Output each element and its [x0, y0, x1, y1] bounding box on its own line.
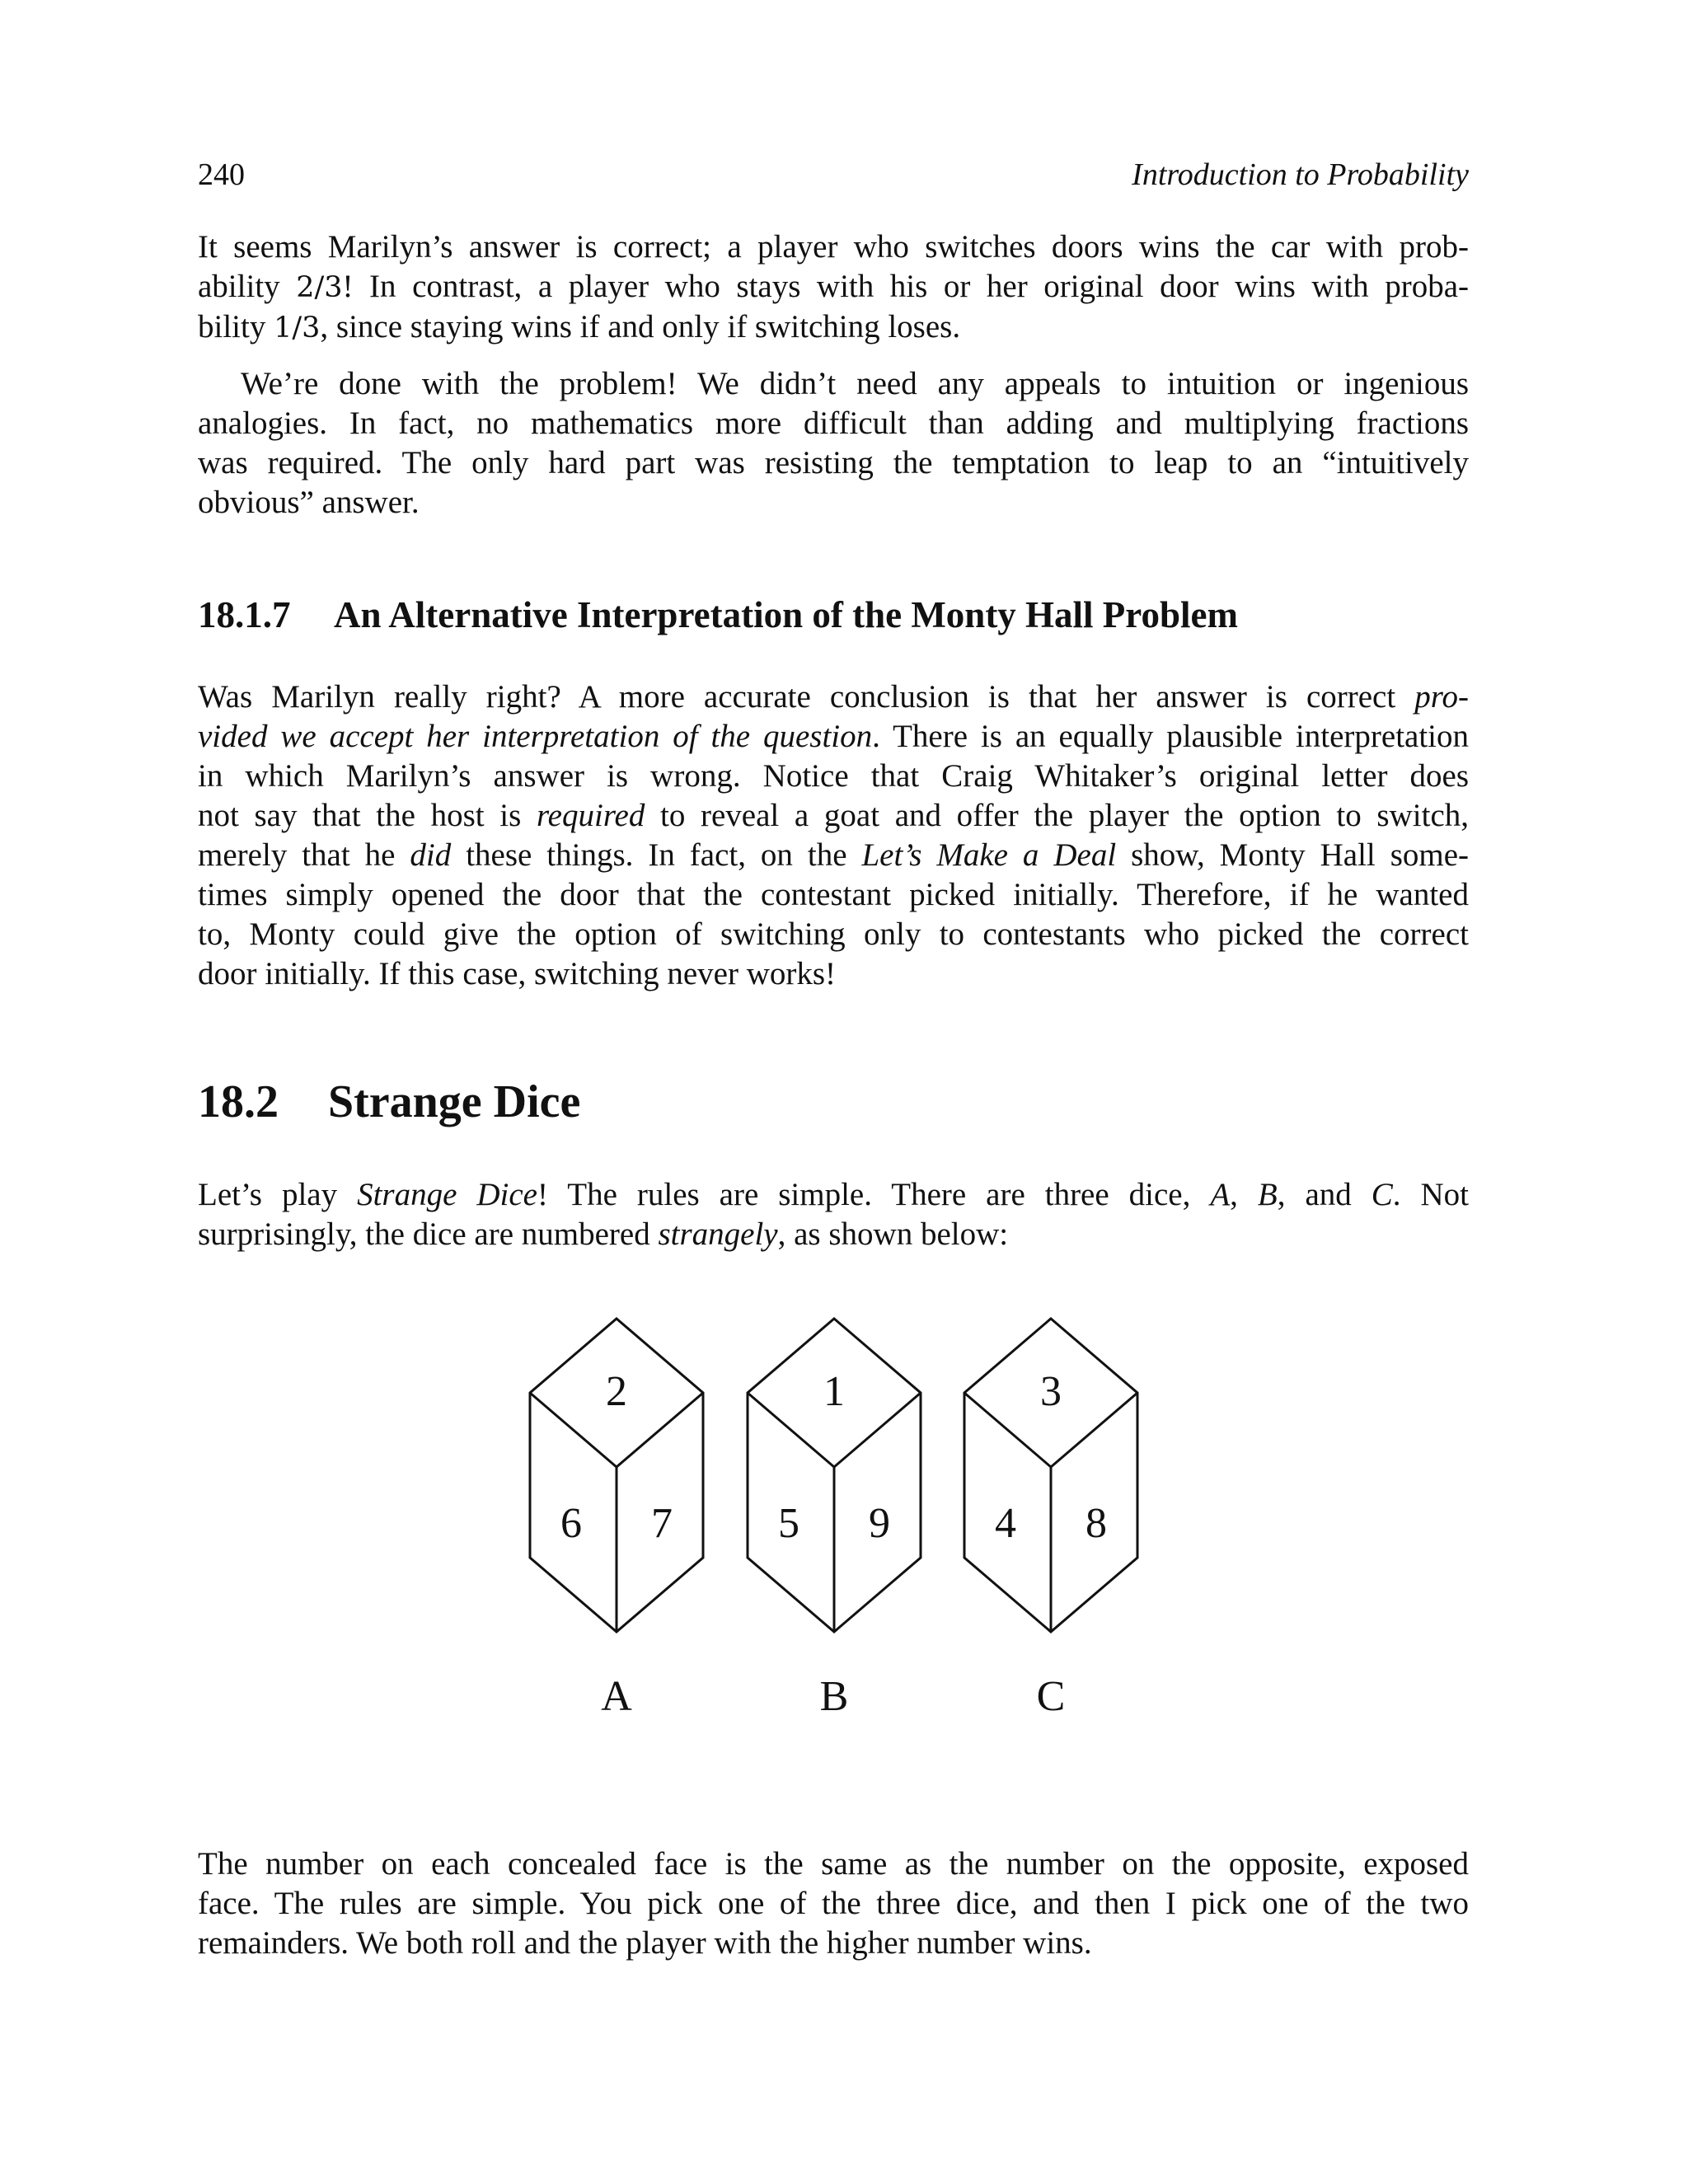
text-line: face. The rules are simple. You pick one of the three dice, and then I pick one of the two: [198, 1886, 1469, 1921]
die-right-face-number: 9: [869, 1500, 890, 1547]
text-line: in which Marilyn’s answer is wrong. Notice that Craig Whitaker’s original letter does: [198, 758, 1469, 794]
subsection-title: An Alternative Interpretation of the Monty Hall Problem: [334, 594, 1238, 635]
die-label: C: [1036, 1673, 1066, 1720]
text-line: door initially. If this case, switching never works!: [198, 956, 837, 991]
die-label: A: [601, 1673, 632, 1720]
die-b: [748, 1319, 921, 1720]
text-line: surprisingly, the dice are numbered strangely, as shown below:: [198, 1216, 1009, 1252]
text-line: Let’s play Strange Dice! The rules are simple. There are three dice, A, B, and C. Not: [198, 1177, 1469, 1212]
die-top-face-number: 1: [823, 1368, 845, 1415]
text-line: times simply opened the door that the contestant picked initially. Therefore, if he wanted: [198, 877, 1469, 912]
strange-dice-figure: [495, 1302, 1187, 1731]
die-a: [530, 1319, 703, 1720]
math-fraction: 1/3: [274, 312, 321, 344]
text-line: Was Marilyn really right? A more accurate conclusion is that her answer is correct pro-: [198, 679, 1469, 715]
text-line: ability 2/3! In contrast, a player who stays with his or her original door wins with proba-: [198, 269, 1469, 304]
die-left-face-number: 6: [560, 1500, 582, 1547]
text-line: to, Monty could give the option of switching only to contestants who picked the correct: [198, 916, 1469, 952]
running-title: Introduction to Probability: [1132, 157, 1469, 192]
die-c: [964, 1319, 1137, 1720]
die-label: B: [819, 1673, 849, 1720]
dice-group: [530, 1319, 1137, 1720]
paragraph-alternative-interpretation: [198, 677, 1469, 994]
text-line: remainders. We both roll and the player with the higher number wins.: [198, 1925, 1092, 1961]
die-right-face-number: 7: [651, 1500, 673, 1547]
die-left-face-number: 4: [995, 1500, 1016, 1547]
text-line: merely that he did these things. In fact, on the Let’s Make a Deal show, Monty Hall some-: [198, 837, 1470, 873]
text-line: We’re done with the problem! We didn’t need any appeals to intuition or ingenious: [241, 366, 1469, 401]
paragraph-dice-rules: [198, 1844, 1469, 1963]
paragraph-strange-dice-intro: [198, 1175, 1469, 1254]
section-number: 18.2: [198, 1076, 279, 1127]
text-line: bility 1/3, since staying wins if and only if switching loses.: [198, 309, 961, 344]
paragraph-done-with-problem: [198, 364, 1469, 523]
subsection-heading: [198, 593, 1238, 636]
page-number: 240: [198, 157, 245, 192]
math-fraction: 2/3: [296, 271, 343, 304]
text-line: It seems Marilyn’s answer is correct; a player who switches doors wins the car with prob-: [198, 229, 1469, 265]
subsection-number: 18.1.7: [198, 594, 291, 635]
section-title: Strange Dice: [328, 1076, 581, 1127]
die-top-face-number: 3: [1040, 1368, 1062, 1415]
paragraph-monty-conclusion: [198, 227, 1469, 348]
text-line: analogies. In fact, no mathematics more difficult than adding and multiplying fractions: [198, 405, 1469, 441]
text-line: was required. The only hard part was resisting the temptation to leap to an “intuitively: [198, 445, 1469, 480]
text-line: vided we accept her interpretation of the question. There is an equally plausible interpretation: [198, 719, 1470, 754]
text-line: not say that the host is required to reveal a goat and offer the player the option to switch,: [198, 798, 1470, 833]
die-right-face-number: 8: [1085, 1500, 1107, 1547]
section-heading: [198, 1076, 580, 1128]
text-line: The number on each concealed face is the same as the number on the opposite, exposed: [198, 1846, 1469, 1882]
text-line: obvious” answer.: [198, 485, 420, 520]
die-left-face-number: 5: [778, 1500, 799, 1547]
die-top-face-number: 2: [606, 1368, 627, 1415]
